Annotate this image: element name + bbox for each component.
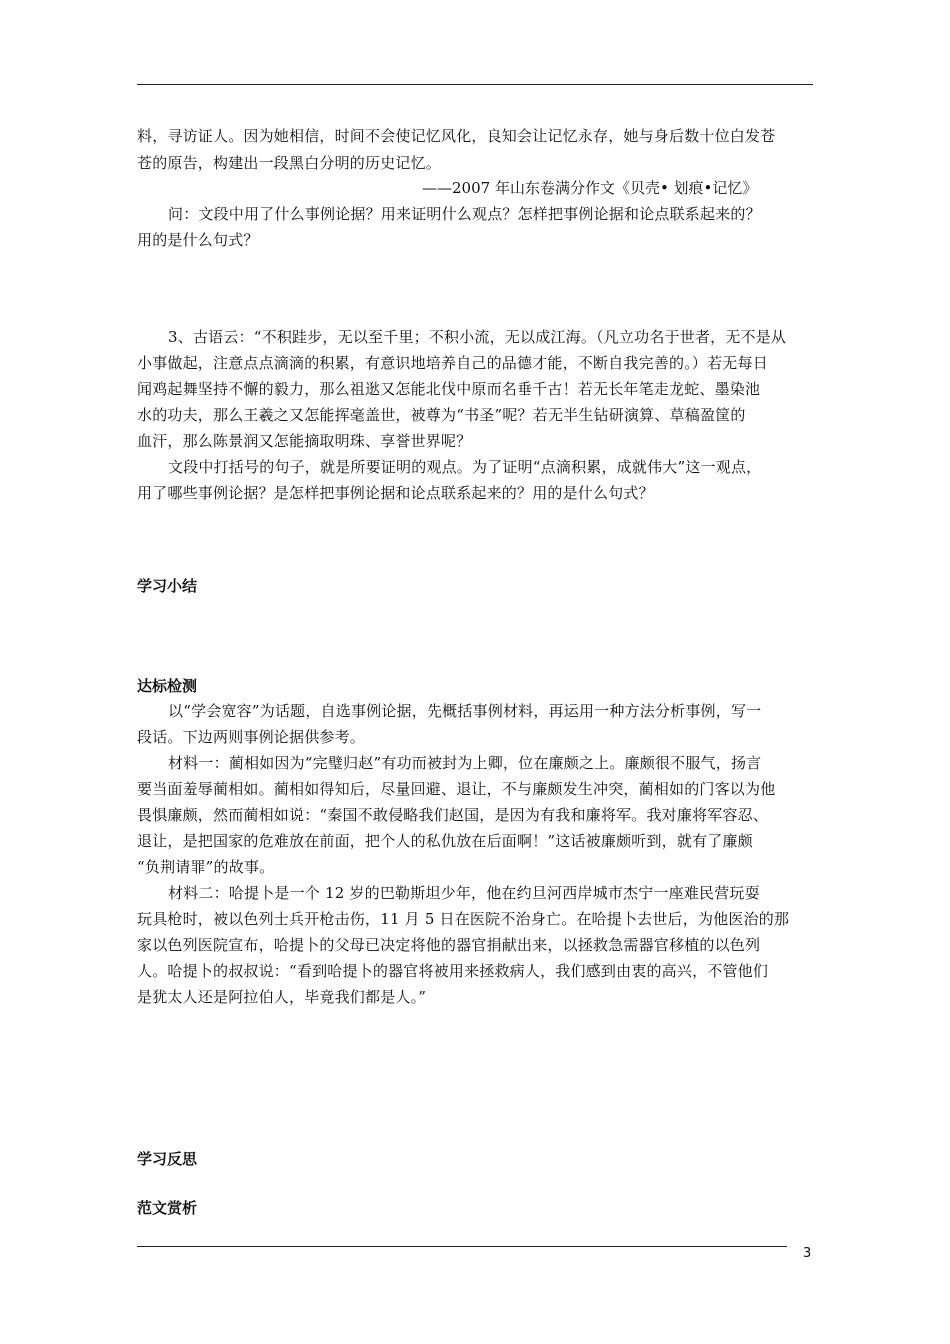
paragraph-b-line-1: 3、古语云：“不积跬步，无以至千里；不积小流，无以成江海。（凡立功名于世者，无不是从: [168, 328, 787, 346]
heading-reflection: 学习反思: [137, 1150, 198, 1168]
paragraph-a-line-1: 料，寻访证人。因为她相信，时间不会使记忆风化，良知会让记忆永存，她与身后数十位白发苍: [137, 127, 776, 145]
material-1-line-3: 畏惧廉颇，然而蔺相如说：“秦国不敢侵略我们赵国，是因为有我和廉将军。我对廉将军容忍、: [137, 806, 769, 824]
material-1-line-2: 要当面羞辱蔺相如。蔺相如得知后，尽量回避、退让，不与廉颇发生冲突，蔺相如的门客以为他: [137, 780, 776, 798]
paragraph-b-line-5: 血汗，那么陈景润又怎能摘取明珠、享誉世界呢？: [137, 432, 472, 450]
question-a-line-1: 问：文段中用了什么事例论据？用来证明什么观点？怎样把事例论据和论点联系起来的？: [168, 205, 761, 223]
question-a-line-2: 用的是什么句式？: [137, 231, 259, 249]
test-intro-line-1: 以“学会宽容”为话题，自选事例论据，先概括事例材料，再运用一种方法分析事例，写一: [168, 702, 762, 720]
question-b-line-1: 文段中打括号的句子，就是所要证明的观点。为了证明“点滴积累，成就伟大”这一观点，: [168, 458, 762, 476]
material-2-line-2: 玩具枪时，被以色列士兵开枪击伤，11 月 5 日在医院不治身亡。在哈提卜去世后，为他医治的那: [137, 910, 790, 928]
material-1-line-1: 材料一：蔺相如因为“完璧归赵”有功而被封为上卿，位在廉颇之上。廉颇很不服气，扬言: [168, 754, 762, 772]
heading-model-essay: 范文赏析: [137, 1199, 198, 1217]
header-rule: [137, 84, 813, 85]
paragraph-a-source: ——2007 年山东卷满分作文《贝壳• 划痕•记忆》: [422, 179, 758, 197]
heading-test: 达标检测: [137, 677, 198, 695]
question-b-line-2: 用了哪些事例论据？是怎样把事例论据和论点联系起来的？用的是什么句式？: [137, 484, 654, 502]
page-number: 3: [803, 1246, 812, 1261]
paragraph-b-line-4: 水的功夫，那么王羲之又怎能挥毫盖世，被尊为“书圣”呢？若无半生钻研演算、草稿盈筐的: [137, 406, 746, 424]
heading-summary: 学习小结: [137, 577, 198, 595]
paragraph-b-line-2: 小事做起，注意点点滴滴的积累，有意识地培养自己的品德才能，不断自我完善的。）若无每日: [137, 354, 768, 372]
material-1-line-5: “负荆请罪”的故事。: [137, 858, 275, 876]
material-2-line-1: 材料二：哈提卜是一个 12 岁的巴勒斯坦少年，他在约旦河西岸城市杰宁一座难民营玩耍: [168, 884, 760, 902]
material-1-line-4: 退让，是把国家的危难放在前面，把个人的私仇放在后面啊！”这话被廉颇听到，就有了廉颇: [137, 832, 753, 850]
paragraph-b-line-3: 闻鸡起舞坚持不懈的毅力，那么祖逖又怎能北伐中原而名垂千古！若无长年笔走龙蛇、墨染池: [137, 380, 761, 398]
material-2-line-5: 是犹太人还是阿拉伯人，毕竟我们都是人。”: [137, 988, 427, 1006]
paragraph-a-line-2: 苍的原告，构建出一段黑白分明的历史记忆。: [137, 154, 442, 172]
material-2-line-4: 人。哈提卜的叔叔说：“看到哈提卜的器官将被用来拯救病人，我们感到由衷的高兴，不管他们: [137, 962, 769, 980]
footer-rule: [137, 1246, 787, 1247]
material-2-line-3: 家以色列医院宣布，哈提卜的父母已决定将他的器官捐献出来，以拯救急需器官移植的以色列: [137, 936, 761, 954]
test-intro-line-2: 段话。下边两则事例论据供参考。: [137, 728, 366, 746]
